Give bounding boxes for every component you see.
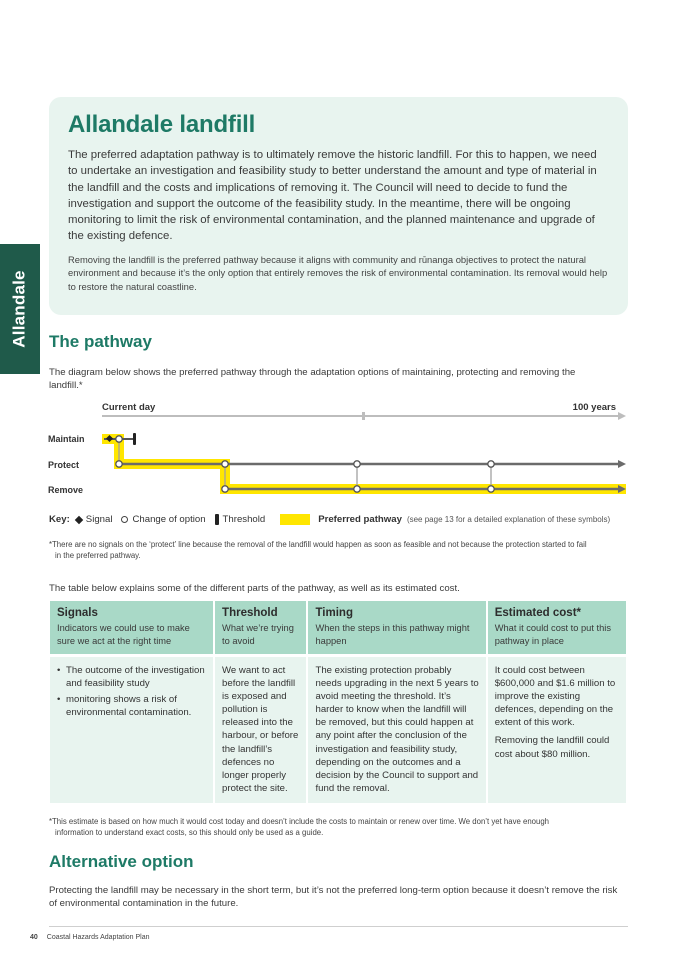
section-side-tab (0, 244, 40, 374)
threshold-bar-icon (133, 433, 136, 445)
cell-cost (488, 657, 626, 803)
alternative-text: Protecting the landfill may be necessary in the short term, but it’s not the preferred long-term option because it doesn’t remove the risk of environmental contamination in the future. (49, 885, 618, 909)
change-circle-icon (354, 461, 360, 467)
page-number: 40 (30, 934, 38, 941)
signal-item: • monitoring shows a risk of environmental contamination. (57, 693, 206, 719)
cost-footnote-line-1: *This estimate is based on how much it would cost today and doesn’t include the costs to maintain or renew over time. We don’t yet have enough (49, 817, 549, 826)
change-circle-icon (121, 516, 128, 523)
change-circle-icon (116, 436, 122, 442)
cost-footnote-line-2: information to understand exact costs, so this should only be used as a guide. (55, 828, 324, 837)
intro-lead-paragraph: The preferred adaptation pathway is to ultimately remove the historic landfill. For this to happen, we need to undertake an investigation and feasibility study to better understand the amount and type of material in the landfill and the costs and implications of removing it. The Council will need to decide to fund the investigation and support the outcome of the feasibility study. In the meantime, there will be ongoing monitoring to limit the risk of environmental contamination, and the planned maintenance and upgrade of the existing defence. (68, 149, 597, 243)
pathway-heading: The pathway (49, 332, 152, 351)
cost-footnote (49, 816, 549, 838)
change-circle-icon (354, 486, 360, 492)
timeline-midpoint-tick (362, 412, 365, 420)
footer-divider (49, 926, 628, 927)
cell-threshold: We want to act before the landfill is exposed and pollution is released into the harbour, or before the landfill’s defences no longer properly protect the site. (215, 657, 306, 803)
signal-item: • The outcome of the investigation and feasibility study (57, 664, 206, 690)
pathway-table (48, 601, 628, 803)
diagram-footnote-line-1: *There are no signals on the ‘protect’ line because the removal of the landfill would happen as soon as feasible and not because the protection started to fail (49, 540, 587, 549)
cell-signals (50, 657, 213, 803)
header-cost: Estimated cost* What it could cost to put this pathway in place (488, 601, 626, 657)
diagram-key (49, 514, 610, 525)
timeline-start-label: Current day (102, 402, 156, 413)
cost-removal: Removing the landfill could cost about $80 million. (494, 735, 610, 760)
key-preferred-label: Preferred pathway (318, 514, 402, 525)
document-title: Coastal Hazards Adaptation Plan (46, 934, 150, 941)
alternative-heading: Alternative option (49, 852, 194, 871)
side-tab-label: Allandale (10, 270, 30, 348)
row-label-remove: Remove (48, 485, 84, 495)
threshold-bar-icon (215, 514, 219, 525)
row-label-maintain: Maintain (48, 434, 85, 444)
cost-defences: It could cost between $600,000 and $1.6 million to improve the existing defences, depending on the extent of this work. (494, 665, 616, 729)
key-change-of-option (121, 514, 205, 525)
cell-timing: The existing protection probably needs upgrading in the next 5 years to avoid meeting the threshold. It’s harder to know when the landfill will be removed, but this could happen at any point after the conclusion of the investigation and feasibility study, depending on the outcomes and a decision by the Council to support and fund the removal. (308, 657, 485, 803)
key-threshold-label: Threshold (222, 514, 266, 525)
timeline-arrowhead (618, 412, 626, 420)
key-change-label: Change of option (132, 514, 206, 525)
preferred-pathway-swatch (280, 514, 310, 525)
table-header-row (50, 601, 626, 657)
change-circle-icon (488, 461, 494, 467)
diagram-footnote (49, 539, 587, 561)
table-row (50, 657, 626, 803)
diagram-footnote-line-2: in the preferred pathway. (55, 551, 141, 560)
header-timing: Timing When the steps in this pathway might happen (308, 601, 485, 657)
change-circle-icon (488, 486, 494, 492)
key-signal (76, 514, 113, 525)
intro-rationale-paragraph: Removing the landfill is the preferred pathway because it aligns with community and rūnanga objectives to protect the natural environment and because it’s the only option that entirely removes the risk of environmental contamination. Its removal would help to restore the natural coastline. (68, 253, 608, 292)
table-intro: The table below explains some of the different parts of the pathway, as well as its estimated cost. (49, 583, 460, 594)
pathway-diagram (40, 396, 635, 506)
intro-panel (49, 97, 628, 315)
timeline-end-label: 100 years (572, 402, 616, 413)
key-signal-label: Signal (85, 514, 113, 525)
change-circle-icon (116, 461, 122, 467)
header-signals: Signals Indicators we could use to make sure we act at the right time (50, 601, 213, 657)
page-footer (30, 934, 150, 941)
change-circle-icon (222, 486, 228, 492)
key-label: Key: (49, 514, 70, 525)
page-title: Allandale landfill (68, 111, 256, 138)
protect-arrowhead (618, 460, 626, 468)
key-threshold (215, 514, 266, 525)
key-note: (see page 13 for a detailed explanation of these symbols) (406, 515, 611, 524)
header-threshold: Threshold What we’re trying to avoid (215, 601, 306, 657)
signal-diamond-icon (75, 515, 83, 523)
pathway-description: The diagram below shows the preferred pathway through the adaptation options of maintaining, protecting and removing the landfill.* (49, 367, 576, 391)
row-label-protect: Protect (48, 460, 80, 470)
change-circle-icon (222, 461, 228, 467)
